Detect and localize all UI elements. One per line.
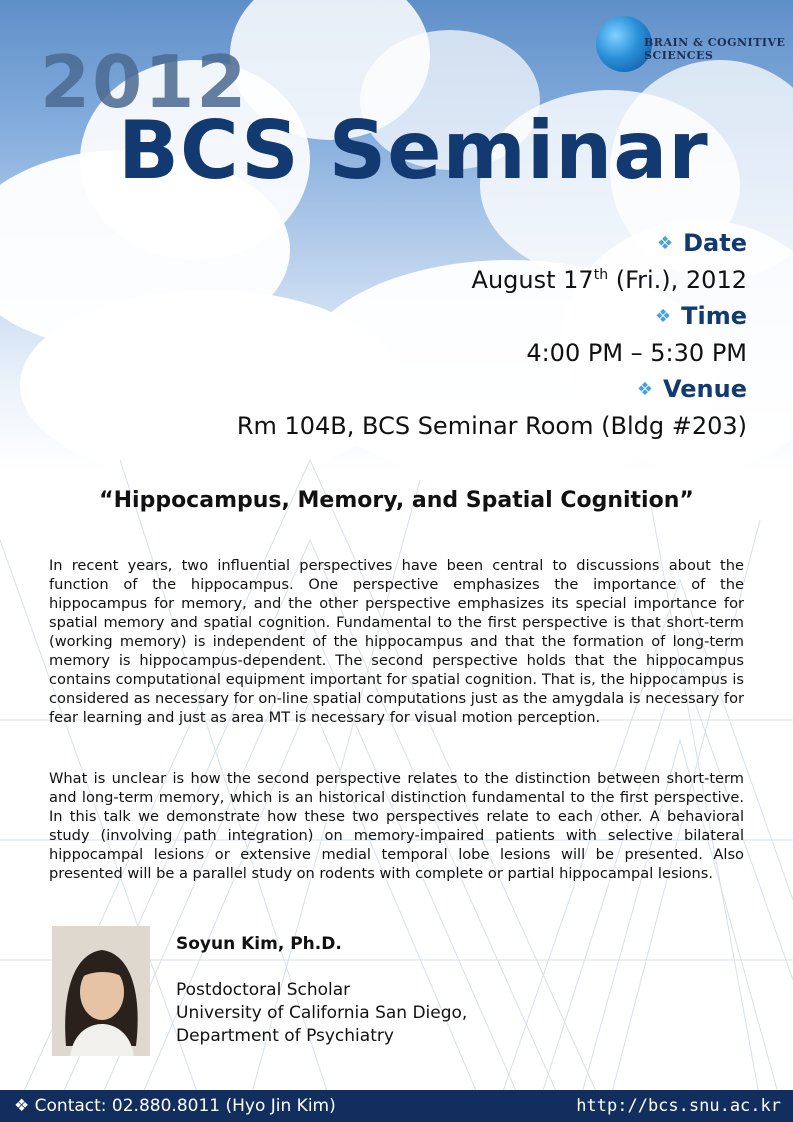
page-title: BCS Seminar xyxy=(118,104,709,197)
diamond-bullet-icon: ❖ xyxy=(656,233,674,254)
logo-line1: BRAIN & COGNITIVE xyxy=(644,36,786,49)
logo-line2: SCIENCES xyxy=(644,49,714,62)
speaker-affiliation: University of California San Diego, xyxy=(176,1003,468,1023)
venue-label-row xyxy=(147,375,747,403)
venue-value: Rm 104B, BCS Seminar Room (Bldg #203) xyxy=(236,412,747,440)
speaker-position: Postdoctoral Scholar xyxy=(176,980,351,1000)
diamond-bullet-icon: ❖ xyxy=(654,306,672,327)
diamond-bullet-icon: ❖ xyxy=(14,1096,35,1116)
bcs-logo xyxy=(596,16,786,76)
speaker-department: Department of Psychiatry xyxy=(176,1026,394,1046)
venue-label: Venue xyxy=(663,375,747,403)
time-value: 4:00 PM – 5:30 PM xyxy=(526,339,747,367)
year-heading: 2012 xyxy=(40,40,249,124)
talk-title: “Hippocampus, Memory, and Spatial Cognition” xyxy=(99,488,694,513)
date-label: Date xyxy=(683,229,747,257)
diamond-bullet-icon: ❖ xyxy=(636,379,653,400)
contact-text: Contact: 02.880.8011 (Hyo Jin Kim) xyxy=(34,1096,336,1116)
time-label-row xyxy=(147,302,747,330)
date-label-row xyxy=(147,229,747,257)
footer-bar xyxy=(0,1090,793,1122)
speaker-name: Soyun Kim, Ph.D. xyxy=(176,934,342,954)
abstract-paragraph-1: In recent years, two influential perspectives have been central to discussions about the function of the hippocampus. One perspective emphasizes the importance of the hippocampus for memory, and the other perspective emphasizes its special importance for spatial memory and spatial cognition. Fundamental to the first perspective is that short-term (working memory) is independent of the hippocampus and that the formation of long-term memory is hippocampus-dependent. The second perspective holds that the hippocampus contains computational equipment important for spatial cognition. That is, the hippocampus is considered as necessary for on-line spatial computations just as the amygdala is necessary for fear learning and just as area MT is necessary for visual motion perception. xyxy=(49,557,744,726)
date-value: August 17th (Fri.), 2012 xyxy=(471,266,747,294)
abstract-paragraph-2: What is unclear is how the second perspective relates to the distinction between short-term and long-term memory, which is an historical distinction fundamental to the first perspective. In this talk we demonstrate how these two perspectives relate to each other. A behavioral study (involving path integration) on memory-impaired patients with selective bilateral hippocampal lesions or extensive medial temporal lobe lesions will be presented. Also presented will be a parallel study on rodents with complete or partial hippocampal lesions. xyxy=(49,770,744,882)
time-label: Time xyxy=(681,302,747,330)
website-link[interactable]: http://bcs.snu.ac.kr xyxy=(576,1096,781,1116)
speaker-photo xyxy=(52,926,150,1056)
